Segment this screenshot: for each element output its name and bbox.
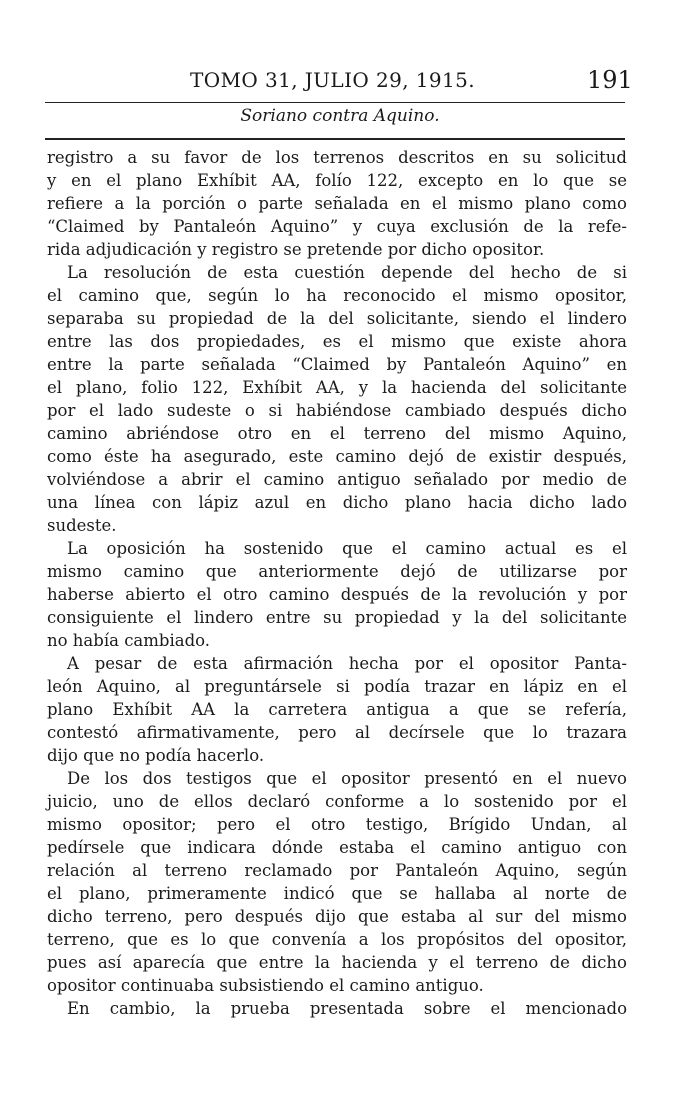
text-line: rida adjudicación y registro se pretende por dicho opositor. <box>47 240 545 259</box>
text-line: contestó afirmativamente, pero al decírsele que lo trazara <box>47 723 627 742</box>
text-line: mismo opositor; pero el otro testigo, Brígido Undan, al <box>47 815 627 834</box>
text-line: La resolución de esta cuestión depende del hecho de si <box>67 263 627 282</box>
text-line: sudeste. <box>47 516 117 535</box>
text-line: La oposición ha sostenido que el camino actual es el <box>67 539 627 558</box>
text-line: entre las dos propiedades, es el mismo que existe ahora <box>47 332 627 351</box>
text-line: refiere a la porción o parte señalada en el mismo plano como <box>47 194 627 213</box>
text-line: no había cambiado. <box>47 631 211 650</box>
text-line: león Aquino, al preguntársele si podía trazar en lápiz en el <box>47 677 627 696</box>
text-line: y en el plano Exhíbit AA, folío 122, excepto en lo que se <box>47 171 627 190</box>
text-line: volviéndose a abrir el camino antiguo señalado por medio de <box>47 470 627 489</box>
text-line: terreno, que es lo que convenía a los propósitos del opositor, <box>47 930 627 949</box>
text-line: como éste ha asegurado, este camino dejó de existir después, <box>47 447 627 466</box>
text-line: En cambio, la prueba presentada sobre el mencionado <box>67 999 627 1018</box>
text-line: relación al terreno reclamado por Pantaleón Aquino, según <box>47 861 627 880</box>
text-line: pedírsele que indicara dónde estaba el camino antiguo con <box>47 838 627 857</box>
text-line: mismo camino que anteriormente dejó de utilizarse por <box>47 562 627 581</box>
text-line: registro a su favor de los terrenos descritos en su solicitud <box>47 148 627 167</box>
text-line: pues así aparecía que entre la hacienda y el terreno de dicho <box>47 953 627 972</box>
text-line: entre la parte señalada “Claimed by Pantaleón Aquino” en <box>47 355 627 374</box>
header-rule <box>45 102 625 103</box>
title-rule <box>45 138 625 140</box>
text-line: opositor continuaba subsistiendo el camino antiguo. <box>47 976 484 995</box>
text-line: De los dos testigos que el opositor presentó en el nuevo <box>67 769 627 788</box>
text-line: haberse abierto el otro camino después de la revolución y por <box>47 585 627 604</box>
text-line: dicho terreno, pero después dijo que estaba al sur del mismo <box>47 907 627 926</box>
text-line: separaba su propiedad de la del solicitante, siendo el lindero <box>47 309 627 328</box>
text-line: dijo que no podía hacerlo. <box>47 746 265 765</box>
text-line: consiguiente el lindero entre su propiedad y la del solicitante <box>47 608 627 627</box>
running-head: TOMO 31, JULIO 29, 1915. <box>190 68 475 92</box>
text-line: camino abriéndose otro en el terreno del mismo Aquino, <box>47 424 627 443</box>
text-line: el plano, folio 122, Exhíbit AA, y la hacienda del solicitante <box>47 378 627 397</box>
text-line: el camino que, según lo ha reconocido el mismo opositor, <box>47 286 627 305</box>
page-number: 191 <box>587 66 633 94</box>
text-line: “Claimed by Pantaleón Aquino” y cuya exclusión de la refe- <box>47 217 627 236</box>
body-text <box>47 146 627 1020</box>
text-line: por el lado sudeste o si habiéndose cambiado después dicho <box>47 401 627 420</box>
text-line: plano Exhíbit AA la carretera antigua a que se refería, <box>47 700 627 719</box>
text-line: juicio, uno de ellos declaró conforme a lo sostenido por el <box>47 792 627 811</box>
text-line: A pesar de esta afirmación hecha por el opositor Panta- <box>67 654 627 673</box>
text-line: una línea con lápiz azul en dicho plano hacia dicho lado <box>47 493 627 512</box>
case-title: Soriano contra Aquino. <box>240 106 440 126</box>
text-line: el plano, primeramente indicó que se hallaba al norte de <box>47 884 627 903</box>
